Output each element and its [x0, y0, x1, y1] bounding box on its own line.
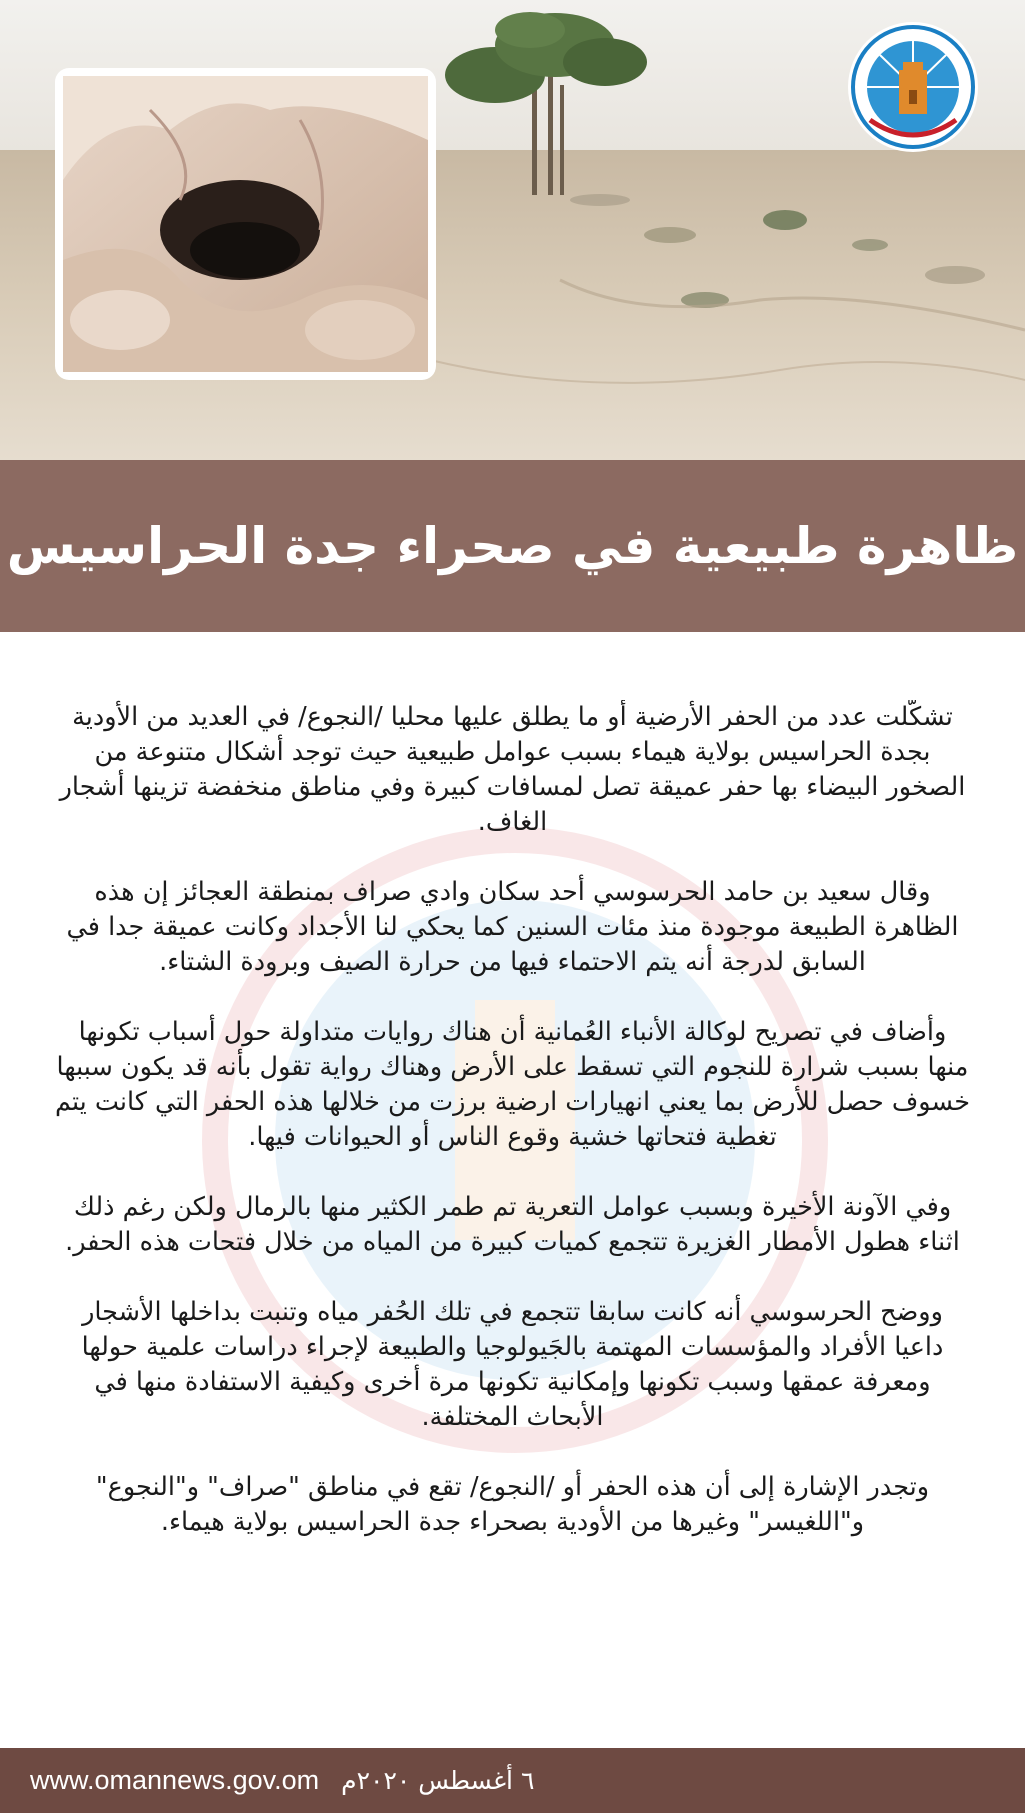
article-paragraph: وتجدر الإشارة إلى أن هذه الحفر أو /النجوع/ تقع في مناطق "صراف" و"النجوع" و"اللغيسر" وغيرها من الأودية بصحراء جدة الحراسيس بولاية هيماء. — [95, 1472, 930, 1537]
desert-landscape — [0, 0, 1025, 460]
footer-bar — [0, 1748, 1025, 1813]
oman-news-agency-logo — [848, 22, 978, 152]
article-paragraph: ووضح الحرسوسي أنه كانت سابقا تتجمع في تلك الحُفر مياه وتنبت بداخلها الأشجار داعيا الأفراد والمؤسسات المهتمة بالجَيولوجيا والطبيعة لإجراء دراسات علمية حولها ومعرفة عمقها وسبب تكونها وإمكانية تكونها مرة أخرى وكيفية الاستفادة منها في الأبحاث المختلفة. — [81, 1297, 944, 1432]
title-band — [0, 460, 1025, 632]
article-paragraph: وفي الآونة الأخيرة وبسبب عوامل التعرية تم طمر الكثير منها بالرمال ولكن رغم ذلك اثناء هطول الأمطار الغزيرة تتجمع كميات كبيرة من المياه من خلال فتحات هذه الحفر. — [65, 1192, 960, 1257]
publish-date: ٦ أغسطس ٢٠٢٠م — [341, 1766, 535, 1795]
website-link[interactable]: www.omannews.gov.om — [30, 1765, 320, 1795]
article-paragraph: تشكّلت عدد من الحفر الأرضية أو ما يطلق عليها محليا /النجوع/ في العديد من الأودية بجدة الحراسيس بولاية هيماء بسبب عوامل طبيعية حيث توجد أشكال متنوعة من الصخور البيضاء بها حفر عميقة تصل لمسافات كبيرة وفي مناطق منخفضة تزينها أشجار الغاف. — [59, 702, 966, 837]
article-body — [55, 700, 970, 1720]
hero-image — [0, 0, 1025, 460]
cave-photo — [55, 68, 436, 380]
article-paragraph: وقال سعيد بن حامد الحرسوسي أحد سكان وادي صراف بمنطقة العجائز إن هذه الظاهرة الطبيعة موجودة منذ مئات السنين كما يحكي لنا الأجداد وكانت عميقة جدا في السابق لدرجة أنه يتم الاحتماء فيها من حرارة الصيف وبرودة الشتاء. — [66, 877, 959, 977]
article-paragraph: وأضاف في تصريح لوكالة الأنباء العُمانية أن هناك روايات متداولة حول أسباب تكونها منها بسبب شرارة للنجوم التي تسقط على الأرض وهناك رواية تقول بأنه قد يكون سببها خسوف حصل للأرض بما يعني انهيارات ارضية برزت من خلالها هذه الحفر التي كانت يتم تغطية فتحاتها خشية وقوع الناس أو الحيوانات فيها. — [55, 1017, 970, 1152]
page-title: ظاهرة طبيعية في صحراء جدة الحراسيس — [6, 517, 1019, 575]
